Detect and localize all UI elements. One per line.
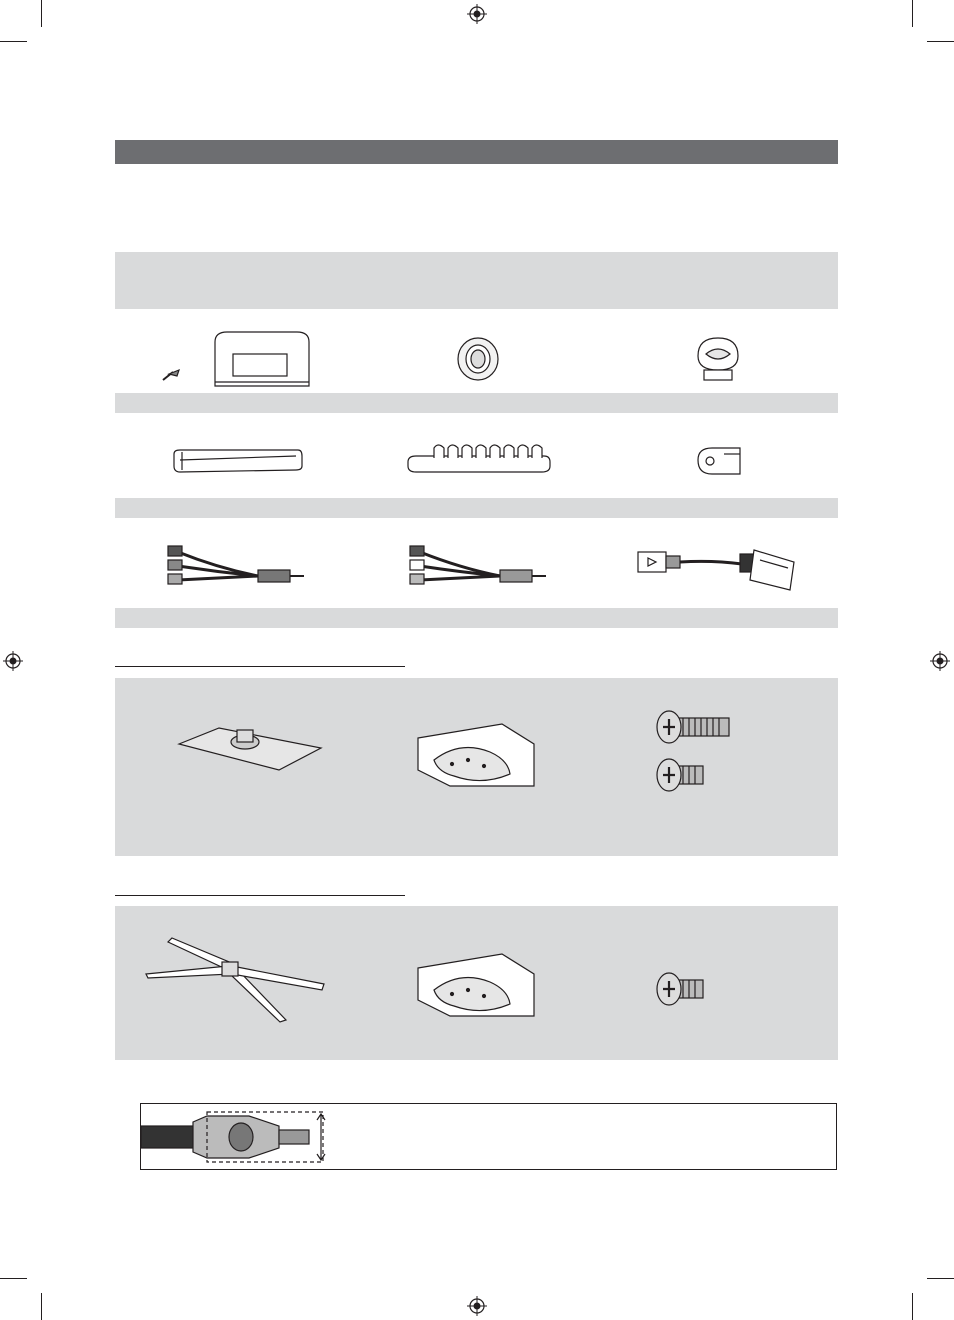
av-adapter-icon — [400, 540, 550, 590]
registration-mark-icon — [930, 651, 950, 671]
cable-clamp-icon — [690, 444, 746, 478]
stand-base-icon — [175, 722, 325, 772]
ferrite-core-icon — [452, 334, 504, 384]
stand-screw-icon — [655, 970, 707, 1008]
crop-mark — [41, 0, 42, 27]
registration-mark-icon — [467, 4, 487, 24]
registration-mark-icon — [467, 1296, 487, 1316]
cable-holder-icon — [690, 334, 746, 384]
section-title-bar — [115, 140, 838, 164]
registration-mark-icon — [3, 651, 23, 671]
cable-tie-icon — [170, 446, 306, 476]
crop-mark — [41, 1293, 42, 1320]
section-rule — [115, 666, 405, 667]
stand-guide-icon — [412, 950, 536, 1020]
cable-plug-dimension-icon — [141, 1110, 341, 1164]
accessory-label-strip — [115, 608, 838, 628]
crop-mark — [912, 0, 913, 27]
accessory-note-box — [115, 252, 838, 309]
component-adapter-icon — [158, 540, 308, 590]
crop-mark — [927, 41, 954, 42]
crop-mark — [912, 1293, 913, 1320]
stand-screw-long-icon — [655, 708, 735, 746]
accessory-label-strip — [115, 498, 838, 518]
cable-note-box — [140, 1103, 837, 1170]
stand-screw-short-icon — [655, 756, 707, 794]
holder-ring-and-screw-icon — [155, 328, 315, 390]
stand-guide-icon — [412, 720, 536, 790]
cable-stand-icon — [404, 440, 554, 476]
cross-stand-base-icon — [142, 934, 328, 1026]
crop-mark — [0, 41, 27, 42]
scart-adapter-icon — [632, 540, 802, 596]
crop-mark — [0, 1278, 27, 1279]
accessory-label-strip — [115, 393, 838, 413]
section-rule — [115, 895, 405, 896]
crop-mark — [927, 1278, 954, 1279]
